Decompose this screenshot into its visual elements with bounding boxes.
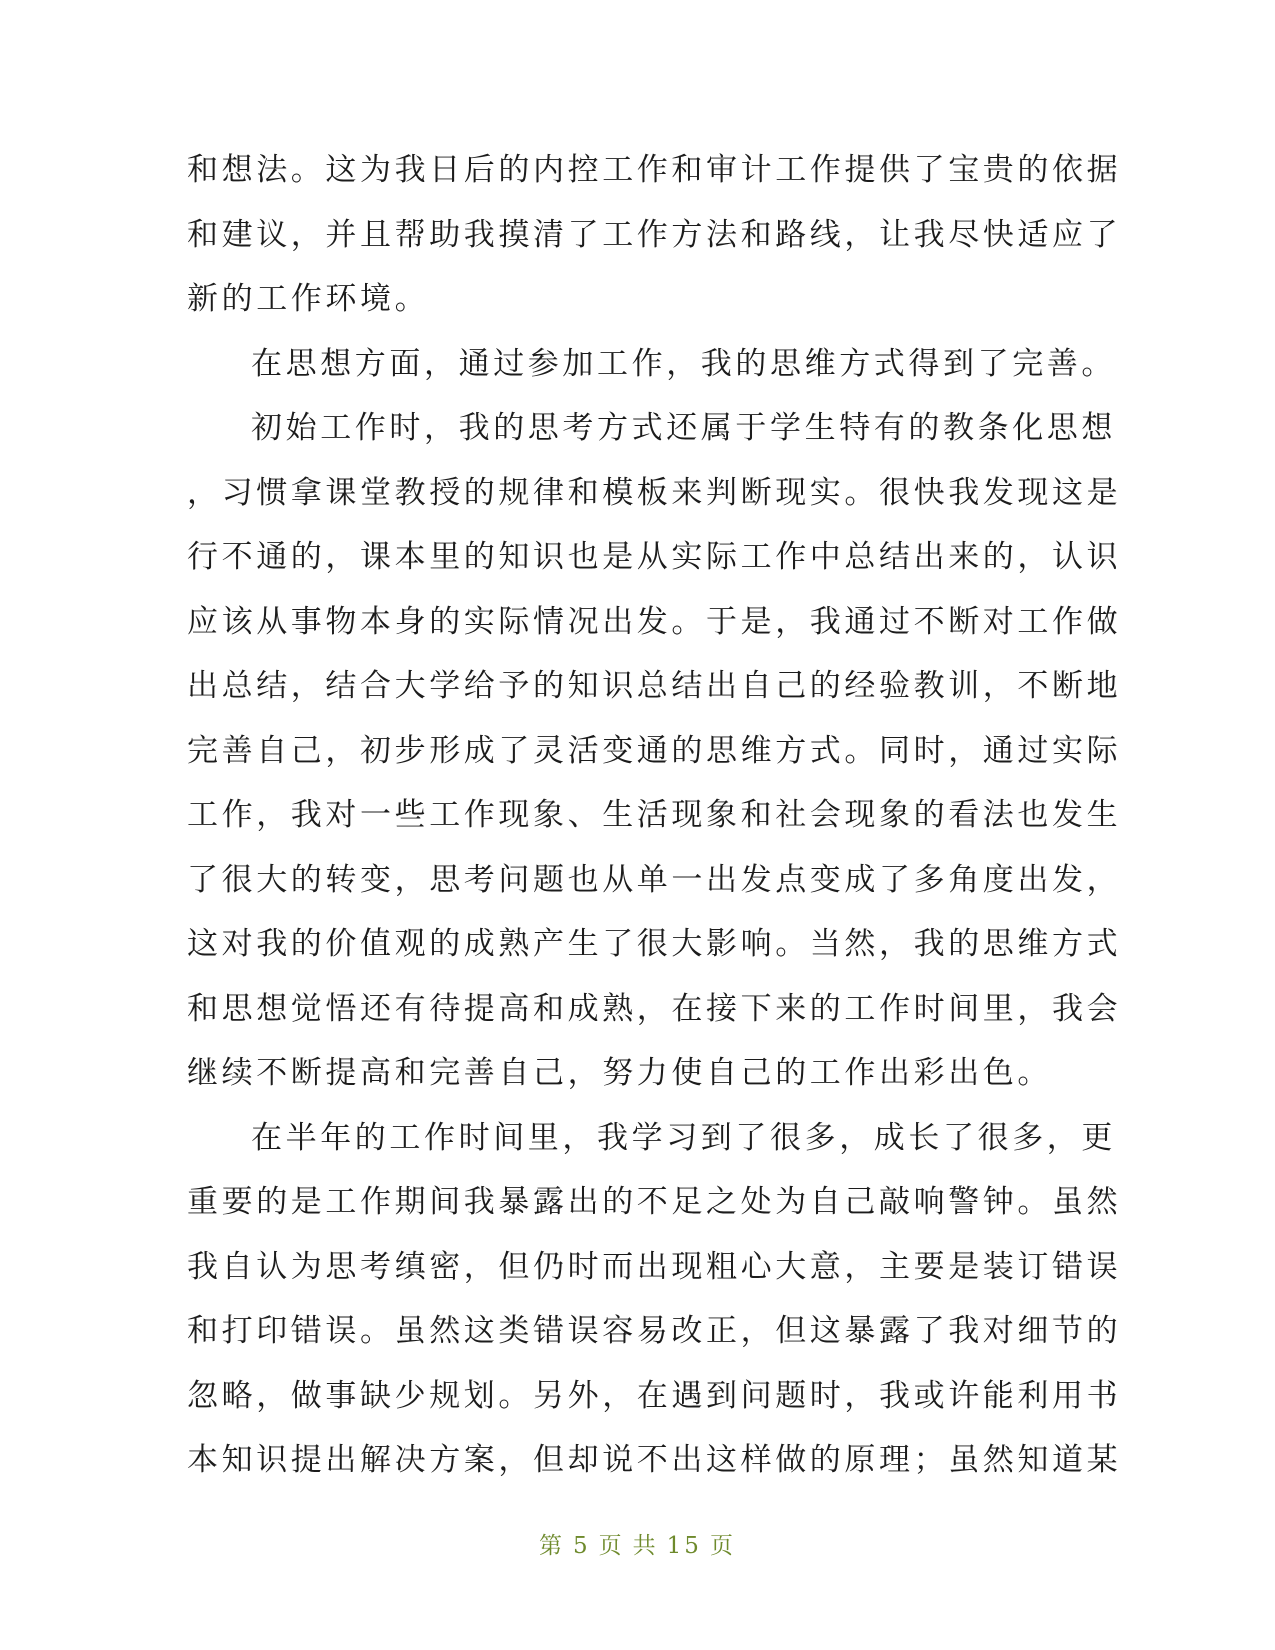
- text-line: 在半年的工作时间里，我学习到了很多，成长了很多，更: [251, 1119, 1116, 1156]
- footer-total-word: 共: [632, 1533, 659, 1559]
- text-line: 本知识提出解决方案，但却说不出这样做的原理；虽然知道某: [187, 1442, 1122, 1478]
- body-text: [187, 138, 1122, 1493]
- text-line: 初始工作时，我的思考方式还属于学生特有的教条化思想: [251, 410, 1116, 446]
- text-line: 和思想觉悟还有待提高和成熟，在接下来的工作时间里，我会: [187, 990, 1122, 1027]
- text-line: 和打印错误。虽然这类错误容易改正，但这暴露了我对细节的: [187, 1313, 1122, 1349]
- text-line: 完善自己，初步形成了灵活变通的思维方式。同时，通过实际: [187, 732, 1122, 769]
- text-line: 重要的是工作期间我暴露出的不足之处为自己敲响警钟。虽然: [187, 1184, 1122, 1220]
- text-line: 工作，我对一些工作现象、生活现象和社会现象的看法也发生: [187, 797, 1122, 833]
- text-line: 新的工作环境。: [187, 281, 430, 317]
- text-line: 继续不断提高和完善自己，努力使自己的工作出彩出色。: [187, 1055, 1052, 1091]
- footer-page-word: 页: [598, 1533, 625, 1559]
- footer-total-pages: 15: [666, 1533, 702, 1559]
- text-line: 我自认为思考缜密，但仍时而出现粗心大意，主要是装订错误: [187, 1248, 1122, 1285]
- text-line: 了很大的转变，思考问题也从单一出发点变成了多角度出发，: [187, 861, 1122, 898]
- footer-prefix: 第: [539, 1533, 566, 1559]
- text-line: 和建议，并且帮助我摸清了工作方法和路线，让我尽快适应了: [187, 216, 1122, 253]
- footer-current-page: 5: [573, 1533, 591, 1559]
- page-footer: [0, 1527, 1275, 1560]
- text-line: 和想法。这为我日后的内控工作和审计工作提供了宝贵的依据: [187, 152, 1122, 188]
- text-line: 出总结，结合大学给予的知识总结出自己的经验教训，不断地: [187, 668, 1122, 704]
- text-line: 忽略，做事缺少规划。另外，在遇到问题时，我或许能利用书: [187, 1377, 1122, 1414]
- text-line: 应该从事物本身的实际情况出发。于是，我通过不断对工作做: [187, 603, 1122, 640]
- text-line: 这对我的价值观的成熟产生了很大影响。当然，我的思维方式: [187, 926, 1122, 962]
- text-line: 行不通的，课本里的知识也是从实际工作中总结出来的，认识: [187, 539, 1122, 575]
- footer-suffix: 页: [709, 1533, 736, 1559]
- text-line: 在思想方面，通过参加工作，我的思维方式得到了完善。: [251, 345, 1116, 382]
- text-line: ，习惯拿课堂教授的规律和模板来判断现实。很快我发现这是: [187, 474, 1122, 511]
